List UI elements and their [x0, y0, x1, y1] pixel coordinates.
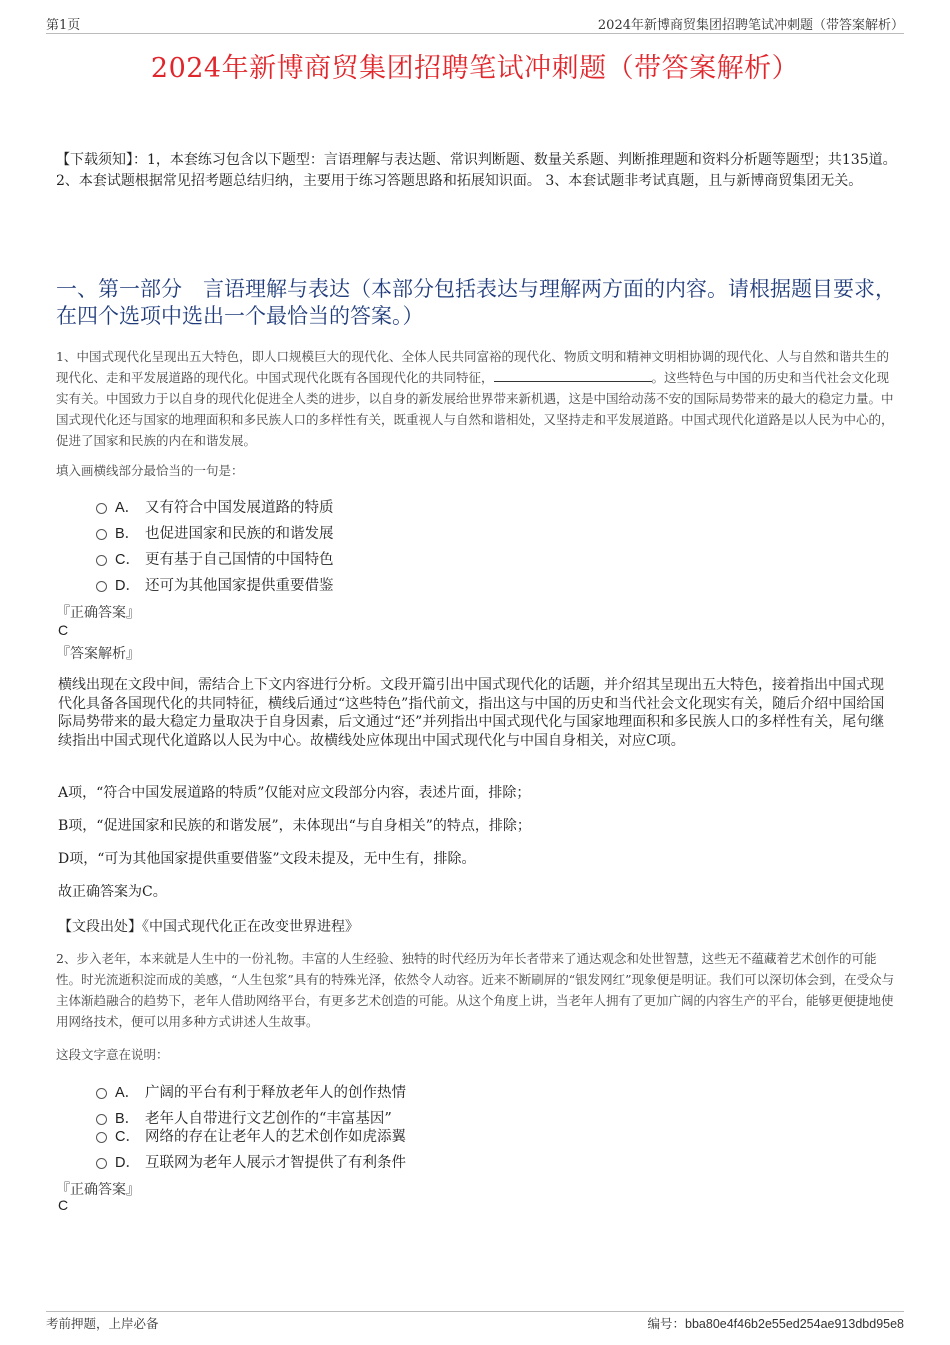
option-text: 更有基于自己国情的中国特色: [145, 552, 334, 568]
q1-option-c[interactable]: [96, 548, 334, 569]
radio-icon[interactable]: [96, 529, 107, 540]
page-number: 第1页: [46, 18, 81, 33]
q2-answer-label: 『正确答案』: [56, 1182, 140, 1198]
q1-answer: C: [58, 622, 69, 638]
q1-option-b[interactable]: [96, 522, 334, 543]
question-2-text: 2、步入老年，本来就是人生中的一份礼物。丰富的人生经验、独特的时代经历为年长者带来了通达观念和处世智慧，这些无不蕴藏着艺术创作的可能性。时光流逝积淀而成的美感，“人生包浆”具有的特殊光泽，依然令人动容。近来不断刷屏的“银发网红”现象便是明证。我们可以深切体会到，在受众与主体渐趋融合的趋势下，老年人借助网络平台，有更多艺术创造的可能。从这个角度上讲，当老年人拥有了更加广阔的内容生产的平台，能够更便捷地使用网络技术，便可以用多种方式讲述人生故事。: [56, 951, 895, 1029]
q2-option-d[interactable]: [96, 1151, 406, 1172]
q1-analysis-label: 『答案解析』: [56, 646, 140, 662]
download-notice: 【下载须知】：1，本套练习包含以下题型：言语理解与表达题、常识判断题、数量关系题、判断推理题和资料分析题等题型；共135道。 2、本套试题根据常见招考题总结归纳，主要用于练习答题思路和拓展知识面。 3、本套试题非考试真题，且与新博商贸集团无关。: [56, 152, 897, 189]
option-text: 老年人自带进行文艺创作的“丰富基因”: [145, 1111, 392, 1127]
option-letter: D．: [115, 578, 140, 594]
option-text: 广阔的平台有利于释放老年人的创作热情: [145, 1085, 406, 1101]
footer-code-label: 编号：: [647, 1316, 686, 1331]
question-1-text-after: 。这些特色与中国的历史和当代社会文化现实有关。中国致力于以自身的现代化促进全人类的进步，以自身的新发展给世界带来新机遇，这是中国给动荡不安的国际局势带来的最大的稳定力量。中国式现代化还与国家的地理面积和多民族人口的多样性有关，既重视人与自然和谐相处，又坚持走和平发展道路。中国式现代化道路是以人民为中心的，促进了国家和民族的内在和谐发展。: [56, 370, 894, 448]
option-text: 互联网为老年人展示才智提供了有利条件: [145, 1155, 406, 1171]
radio-icon[interactable]: [96, 1088, 107, 1099]
header-divider: [46, 33, 904, 34]
option-letter: C．: [115, 1129, 140, 1145]
radio-icon[interactable]: [96, 581, 107, 592]
option-text: 还可为其他国家提供重要借鉴: [145, 578, 334, 594]
option-letter: A．: [115, 500, 140, 516]
question-2-prompt: 这段文字意在说明：: [56, 1047, 169, 1062]
page-title: 2024年新博商贸集团招聘笔试冲刺题（带答案解析）: [150, 53, 800, 84]
option-text: 网络的存在让老年人的艺术创作如虎添翼: [145, 1129, 406, 1145]
option-letter: B．: [115, 526, 140, 542]
footer-code-value: bba80e4f46b2e55ed254ae913dbd95e8: [685, 1317, 904, 1331]
q2-option-a[interactable]: [96, 1081, 406, 1102]
footer-code: [648, 1314, 905, 1332]
radio-icon[interactable]: [96, 555, 107, 566]
option-letter: C．: [115, 552, 140, 568]
radio-icon[interactable]: [96, 503, 107, 514]
q1-analysis-option-d: D项，“可为其他国家提供重要借鉴”文段未提及，无中生有，排除。: [58, 851, 476, 867]
option-text: 又有符合中国发展道路的特质: [145, 500, 334, 516]
q2-answer: C: [58, 1197, 69, 1213]
option-text: 也促进国家和民族的和谐发展: [145, 526, 334, 542]
q1-option-d[interactable]: [96, 574, 334, 595]
option-letter: B．: [115, 1111, 140, 1127]
q1-source: 【文段出处】《中国式现代化正在改变世界进程》: [58, 919, 359, 935]
q1-option-a[interactable]: [96, 496, 334, 517]
footer-divider: [46, 1311, 904, 1312]
option-letter: D．: [115, 1155, 140, 1171]
q1-analysis-option-b: B项，“促进国家和民族的和谐发展”，未体现出“与自身相关”的特点，排除；: [58, 818, 531, 834]
radio-icon[interactable]: [96, 1132, 107, 1143]
option-letter: A．: [115, 1085, 140, 1101]
question-1-text: [56, 346, 898, 451]
radio-icon[interactable]: [96, 1114, 107, 1125]
section-heading: 一、第一部分 言语理解与表达（本部分包括表达与理解两方面的内容。请根据题目要求，在四个选项中选出一个最恰当的答案。）: [56, 277, 896, 328]
q1-analysis-conclusion: 故正确答案为C。: [58, 884, 167, 900]
q2-option-c[interactable]: [96, 1125, 406, 1146]
q1-analysis-option-a: A项，“符合中国发展道路的特质”仅能对应文段部分内容，表述片面，排除；: [58, 785, 531, 801]
header-doc-title: 2024年新博商贸集团招聘笔试冲刺题（带答案解析）: [597, 18, 904, 33]
q1-answer-label: 『正确答案』: [56, 605, 140, 621]
radio-icon[interactable]: [96, 1158, 107, 1169]
fill-blank-line: [494, 369, 652, 382]
question-1-prompt: 填入画横线部分最恰当的一句是：: [56, 463, 244, 478]
q1-analysis-paragraph: 横线出现在文段中间，需结合上下文内容进行分析。文段开篇引出中国式现代化的话题，并介绍其呈现出五大特色，接着指出中国式现代化具备各国现代化的共同特征，横线后通过“这些特色”指代前文，指出这与中国的历史和当代社会文化现实有关，随后介绍中国给国际局势带来的最大稳定力量取决于自身因素，后文通过“还”并列指出中国式现代化与国家地理面积和多民族人口的多样性有关，尾句继续指出中国式现代化道路以人民为中心。故横线处应体现出中国式现代化与中国自身相关，对应C项。: [58, 677, 885, 749]
question-1-text-before: 1、中国式现代化呈现出五大特色，即人口规模巨大的现代化、全体人民共同富裕的现代化、物质文明和精神文明相协调的现代化、人与自然和谐共生的现代化、走和平发展道路的现代化。中国式现代化既有各国现代化的共同特征，: [56, 349, 889, 385]
footer-slogan: 考前押题，上岸必备: [46, 1316, 159, 1331]
